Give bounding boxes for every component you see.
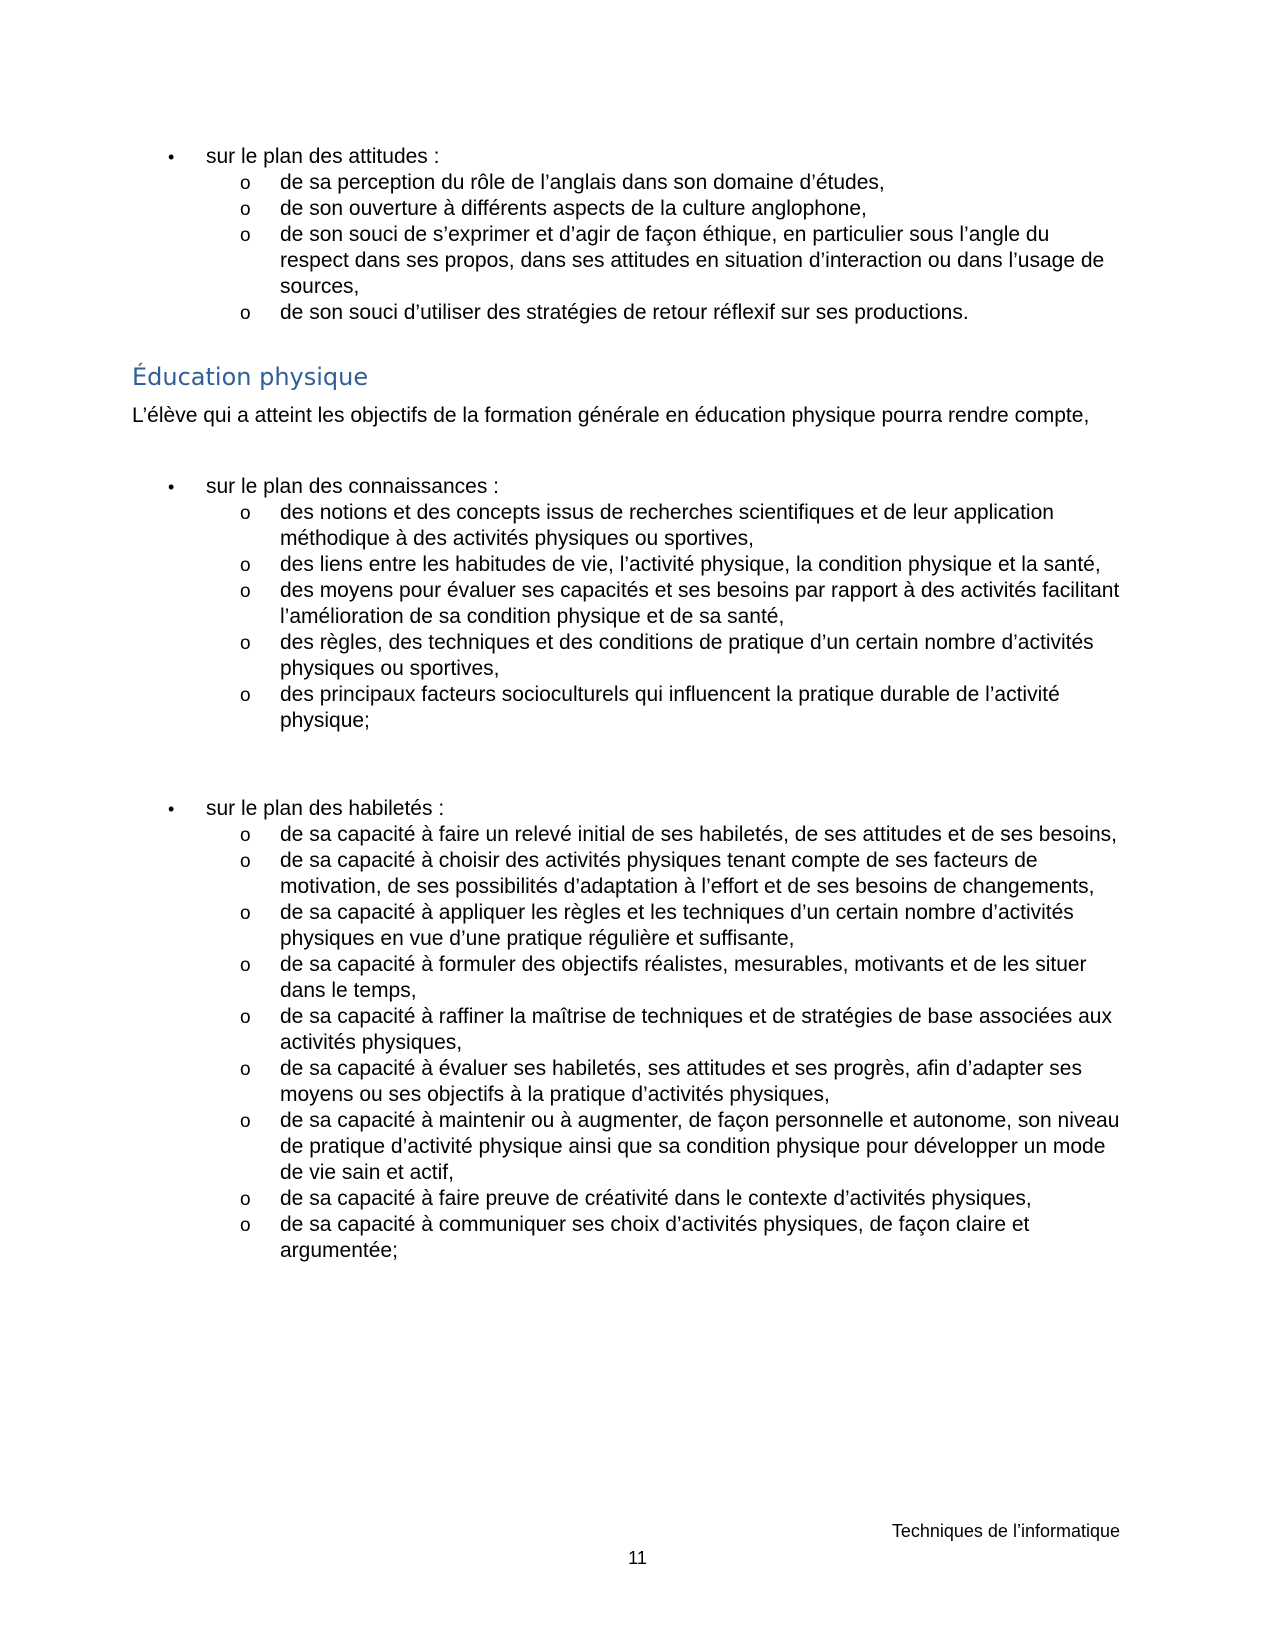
page-number: 11 <box>628 1548 647 1568</box>
list-item <box>240 822 1120 848</box>
list-item <box>240 170 1120 196</box>
sub-bullet-glyph: o <box>240 685 251 706</box>
bullet-glyph: • <box>168 477 175 497</box>
sub-bullet-glyph: o <box>240 199 251 220</box>
list-item <box>240 1056 1120 1108</box>
list-item <box>240 848 1120 900</box>
list-item <box>240 1108 1120 1186</box>
sub-bullet-glyph: o <box>240 633 251 654</box>
list-item-text: de sa capacité à formuler des objectifs réalistes, mesurables, motivants et de les situer dans le temps, <box>280 953 1087 1002</box>
footer-title: Techniques de l’informatique <box>891 1521 1120 1541</box>
list-item <box>240 682 1120 734</box>
sub-bullet-glyph: o <box>240 1059 251 1080</box>
list-item-text: de sa capacité à choisir des activités physiques tenant compte de ses facteurs de motivation, de ses possibilités d’adaptation à l’effort et de ses besoins de changements, <box>280 849 1095 898</box>
list-item-text: de sa capacité à faire preuve de créativité dans le contexte d’activités physiques, <box>280 1187 1032 1210</box>
list-item-text: de sa capacité à faire un relevé initial de ses habiletés, de ses attitudes et de ses besoins, <box>280 823 1118 846</box>
list-item <box>240 1212 1120 1264</box>
list-item <box>240 300 1120 326</box>
sub-bullet-glyph: o <box>240 903 251 924</box>
intro-paragraph: L’élève qui a atteint les objectifs de la formation générale en éducation physique pourra rendre compte, <box>132 404 1090 427</box>
list-item-text: de sa capacité à maintenir ou à augmenter, de façon personnelle et autonome, son niveau de pratique d’activité physique ainsi que sa condition physique pour développer un mode de vie sain et actif, <box>280 1109 1120 1184</box>
sub-bullet-glyph: o <box>240 1215 251 1236</box>
list-item-text: des moyens pour évaluer ses capacités et ses besoins par rapport à des activités facilitant l’amélioration de sa condition physique et de sa santé, <box>280 579 1120 628</box>
sub-bullet-glyph: o <box>240 303 251 324</box>
bullet-glyph: • <box>168 799 175 819</box>
sublist-habiletes <box>240 822 1120 1264</box>
sub-bullet-glyph: o <box>240 581 251 602</box>
list-item <box>240 196 1120 222</box>
list-item-text: des notions et des concepts issus de recherches scientifiques et de leur application méthodique à des activités physiques ou sportives, <box>280 501 1054 550</box>
list-item <box>240 952 1120 1004</box>
list-item-text: de sa capacité à communiquer ses choix d’activités physiques, de façon claire et argumentée; <box>280 1213 1030 1262</box>
sub-bullet-glyph: o <box>240 825 251 846</box>
list-item <box>240 578 1120 630</box>
sub-bullet-glyph: o <box>240 503 251 524</box>
sub-bullet-glyph: o <box>240 851 251 872</box>
list-item <box>240 630 1120 682</box>
list-item-text: des liens entre les habitudes de vie, l’activité physique, la condition physique et la santé, <box>280 553 1101 576</box>
sublist-connaissances <box>240 500 1120 734</box>
bullet-label-habiletes: sur le plan des habiletés : <box>206 797 445 820</box>
list-item-text: des principaux facteurs socioculturels qui influencent la pratique durable de l’activité physique; <box>280 683 1060 732</box>
sub-bullet-glyph: o <box>240 225 251 246</box>
bullet-glyph: • <box>168 147 175 167</box>
sub-bullet-glyph: o <box>240 1111 251 1132</box>
list-item-text: des règles, des techniques et des conditions de pratique d’un certain nombre d’activités physiques ou sportives, <box>280 631 1094 680</box>
list-item <box>240 1004 1120 1056</box>
list-item <box>240 900 1120 952</box>
list-item-text: de sa capacité à appliquer les règles et les techniques d’un certain nombre d’activités physiques en vue d’une pratique régulière et suffisante, <box>280 901 1074 950</box>
list-item <box>240 500 1120 552</box>
list-item-text: de sa perception du rôle de l’anglais dans son domaine d’études, <box>280 171 885 194</box>
bullet-label-connaissances: sur le plan des connaissances : <box>206 475 500 498</box>
sub-bullet-glyph: o <box>240 555 251 576</box>
list-item <box>240 222 1120 300</box>
list-item-text: de son ouverture à différents aspects de la culture anglophone, <box>280 197 867 220</box>
sub-bullet-glyph: o <box>240 173 251 194</box>
list-item-text: de sa capacité à raffiner la maîtrise de techniques et de stratégies de base associées aux activités physiques, <box>280 1005 1112 1054</box>
list-item-text: de sa capacité à évaluer ses habiletés, ses attitudes et ses progrès, afin d’adapter ses moyens ou ses objectifs à la pratique d’activités physiques, <box>280 1057 1082 1106</box>
bullet-label-attitudes: sur le plan des attitudes : <box>206 145 440 168</box>
sub-bullet-glyph: o <box>240 955 251 976</box>
sublist-attitudes <box>240 170 1120 326</box>
list-item <box>240 552 1120 578</box>
list-item <box>240 1186 1120 1212</box>
sub-bullet-glyph: o <box>240 1189 251 1210</box>
list-item-text: de son souci d’utiliser des stratégies de retour réflexif sur ses productions. <box>280 301 969 324</box>
list-item-text: de son souci de s’exprimer et d’agir de façon éthique, en particulier sous l’angle du respect dans ses propos, dans ses attitudes en situation d’interaction ou dans l’usage de sources, <box>280 223 1105 298</box>
sub-bullet-glyph: o <box>240 1007 251 1028</box>
section-heading: Éducation physique <box>132 363 369 391</box>
